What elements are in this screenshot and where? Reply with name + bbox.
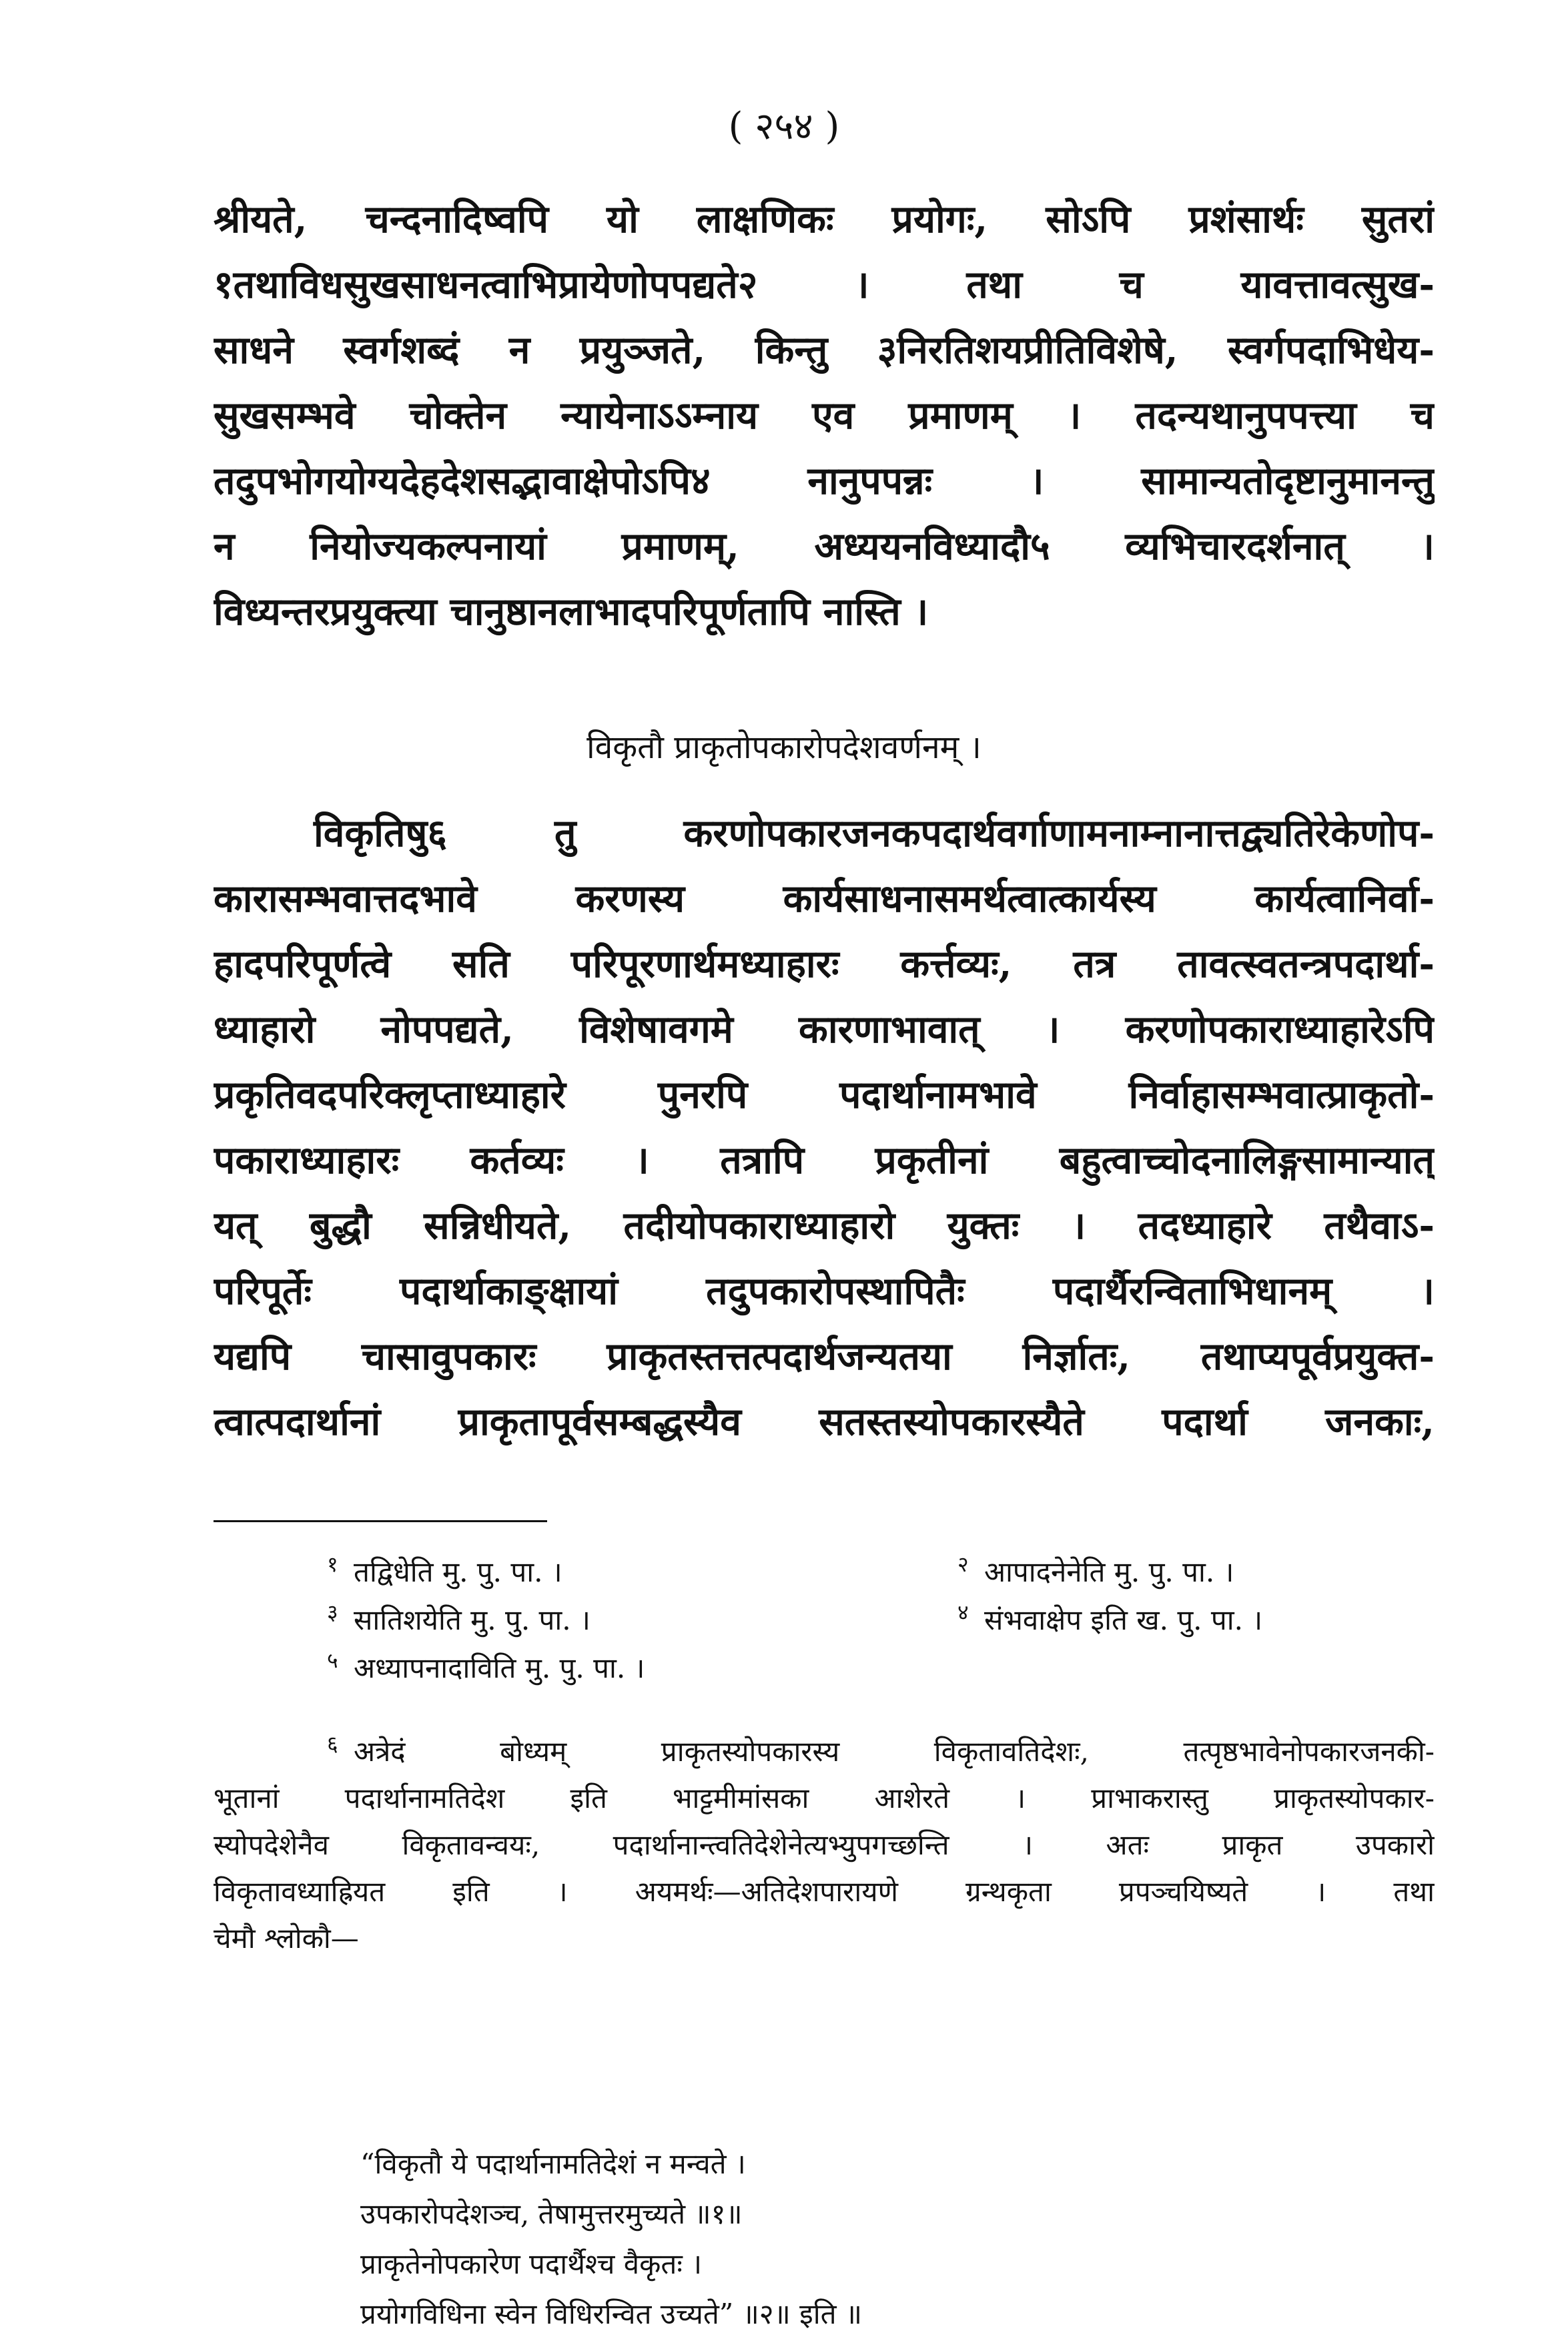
section-line: प्रकृतिवदपरिक्लृप्ताध्याहारे पुनरपि पदार्थानामभावे निर्वाहासम्भवात्प्राकृतो- xyxy=(214,1072,1435,1117)
footnote-line: भूतानां पदार्थानामतिदेश इति भाट्टमीमांसका आशेरते । प्राभाकरास्तु प्राकृतस्योपकार- xyxy=(214,1782,1435,1814)
section-line: यद्यपि चासावुपकारः प्राकृतस्तत्तत्पदार्थजन्यतया निर्ज्ञातः, तथाप्यपूर्वप्रयुक्त- xyxy=(214,1334,1435,1379)
main-line: न नियोज्यकल्पनायां प्रमाणम्, अध्ययनविध्यादौ५ व्यभिचारदर्शनात् । xyxy=(214,524,1435,569)
footnote-text: अध्यापनादाविति मु. पु. पा. । xyxy=(354,1652,645,1684)
main-line: विध्यन्तरप्रयुक्त्या चानुष्ठानलाभादपरिपूर्णतापि नास्ति । xyxy=(214,589,929,634)
footnote-text: सातिशयेति मु. पु. पा. । xyxy=(354,1604,591,1636)
section-heading: विकृतौ प्राकृतोपकारोपदेशवर्णनम् । xyxy=(586,729,982,766)
verse-line: प्रयोगविधिना स्वेन विधिरन्वित उच्यते” ॥२॥ इति ॥ xyxy=(360,2298,863,2330)
section-paragraph xyxy=(214,801,1435,1455)
main-line: श्रीयते, चन्दनादिष्वपि यो लाक्षणिकः प्रयोगः, सोऽपि प्रशंसार्थः सुतरां xyxy=(214,197,1435,242)
footnote-text: तद्विधेति मु. पु. पा. । xyxy=(354,1556,562,1588)
section-line: हादपरिपूर्णत्वे सति परिपूरणार्थमध्याहारः कर्त्तव्यः, तत्र तावत्स्वतन्त्रपदार्था- xyxy=(214,942,1435,986)
verse-line: उपकारोपदेशञ्च, तेषामुत्तरमुच्यते ॥१॥ xyxy=(360,2198,743,2230)
verse-line: प्राकृतेनोपकारेण पदार्थैश्च वैकृतः । xyxy=(360,2248,703,2280)
footnote-line: स्योपदेशेनैव विकृतावन्वयः, पदार्थानान्त्वतिदेशेनेत्यभ्युपगच्छन्ति । अतः प्राकृत उपकारो xyxy=(214,1828,1435,1861)
footnote-text: अत्रेदं बोध्यम् प्राकृतस्योपकारस्य विकृतावतिदेशः, तत्पृष्ठभावेनोपकारजनकी- xyxy=(354,1735,1435,1768)
footnote-text: संभवाक्षेप इति ख. पु. पा. । xyxy=(984,1604,1263,1636)
section-line: पकाराध्याहारः कर्तव्यः । तत्रापि प्रकृतीनां बहुत्वाच्चोदनालिङ्गसामान्यात् xyxy=(214,1138,1435,1183)
footnote-divider xyxy=(214,1520,547,1522)
section-line: यत् बुद्धौ सन्निधीयते, तदीयोपकाराध्याहारो युक्तः । तदध्याहारे तथैवाऽ- xyxy=(214,1203,1435,1248)
verse-block xyxy=(360,2139,1228,2339)
section-line: विकृतिषु६ तु करणोपकारजनकपदार्थवर्गाणामनाम्नानात्तद्व्यतिरेकेणोप- xyxy=(314,811,1435,856)
footnote-line: चेमौ श्लोकौ— xyxy=(214,1922,359,1955)
section-line: कारासम्भवात्तदभावे करणस्य कार्यसाधनासमर्थत्वात्कार्यस्य कार्यत्वानिर्वा- xyxy=(214,876,1435,921)
main-paragraph xyxy=(214,187,1435,645)
main-line: साधने स्वर्गशब्दं न प्रयुञ्जते, किन्तु ३निरतिशयप्रीतिविशेषे, स्वर्गपदाभिधेय- xyxy=(214,328,1435,372)
footnote-row xyxy=(214,1548,1435,1596)
footnote-2: २ आपादनेनेति मु. पु. पा. । xyxy=(957,1552,1234,1588)
section-line: त्वात्पदार्थानां प्राकृतापूर्वसम्बद्धस्यैव सतस्तस्योपकारस्यैते पदार्था जनकाः, xyxy=(214,1399,1435,1444)
main-line: सुखसम्भवे चोक्तेन न्यायेनाऽऽम्नाय एव प्रमाणम् । तदन्यथानुपपत्त्या च xyxy=(214,393,1435,438)
main-line: १तथाविधसुखसाधनत्वाभिप्रायेणोपपद्यते२ । तथा च यावत्तावत्सुख- xyxy=(214,262,1435,307)
footnote-text: आपादनेनेति मु. पु. पा. । xyxy=(984,1556,1234,1588)
footnote-line: विकृतावध्याह्रियत इति । अयमर्थः—अतिदेशपारायणे ग्रन्थकृता प्रपञ्चयिष्यते । तथा xyxy=(214,1875,1435,1908)
footnote-1: १ तद्विधेति मु. पु. पा. । xyxy=(327,1552,562,1588)
footnote-4: ४ संभवाक्षेप इति ख. पु. पा. । xyxy=(957,1600,1263,1636)
verse-line: “विकृतौ ये पदार्थानामतिदेशं न मन्वते । xyxy=(360,2147,746,2180)
footnotes xyxy=(214,1548,1435,2330)
footnote-line: ६ अत्रेदं बोध्यम् प्राकृतस्योपकारस्य विकृतावतिदेशः, तत्पृष्ठभावेनोपकारजनकी- xyxy=(327,1731,1435,1768)
footnote-row xyxy=(214,1644,1435,1692)
footnote-row xyxy=(214,1596,1435,1644)
section-line: परिपूर्तेः पदार्थाकाङ्क्षायां तदुपकारोपस्थापितैः पदार्थैरन्विताभिधानम् । xyxy=(214,1269,1435,1313)
page-number: ( २५४ ) xyxy=(728,105,840,148)
section-line: ध्याहारो नोपपद्यते, विशेषावगमे कारणाभावात् । करणोपकाराध्याहारेऽपि xyxy=(214,1007,1435,1052)
footnote-5: ५ अध्यापनादाविति मु. पु. पा. । xyxy=(327,1648,645,1684)
main-line: तदुपभोगयोग्यदेहदेशसद्भावाक्षेपोऽपि४ नानुपपन्नः । सामान्यतोदृष्टानुमानन्तु xyxy=(214,458,1435,503)
footnote-6 xyxy=(214,1728,1435,2330)
footnote-3: ३ सातिशयेति मु. पु. पा. । xyxy=(327,1600,591,1636)
